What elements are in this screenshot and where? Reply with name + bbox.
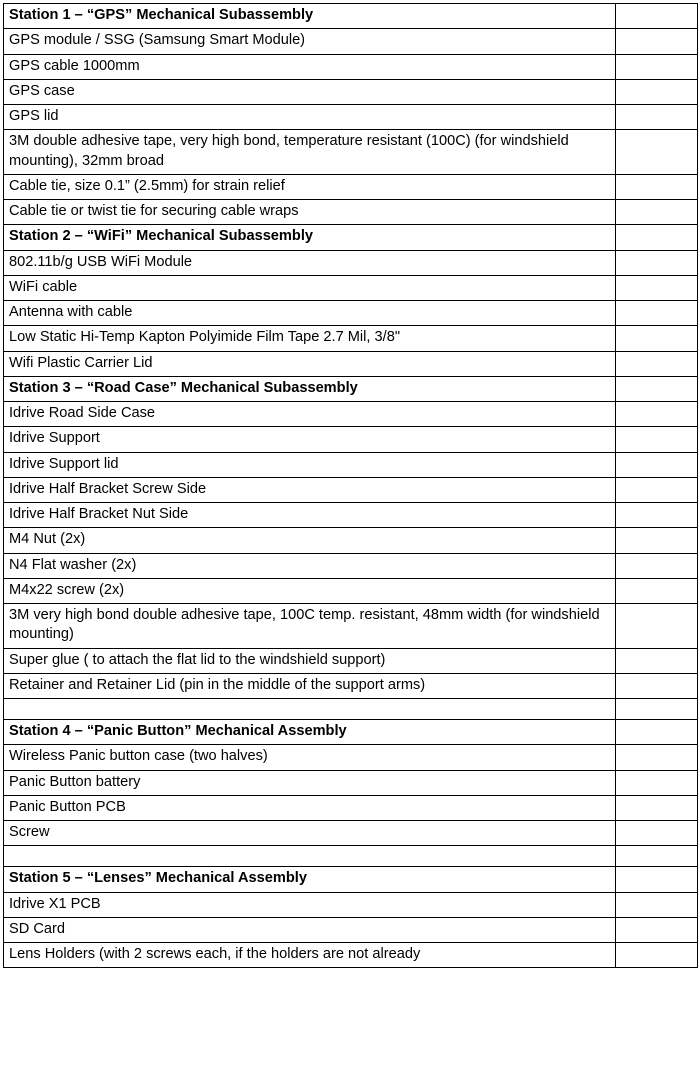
quantity-cell: [616, 326, 698, 351]
table-row: [4, 29, 698, 54]
table-row: [4, 503, 698, 528]
item-description-cell: GPS module / SSG (Samsung Smart Module): [4, 29, 616, 54]
spacer-row: [4, 699, 698, 720]
item-description-cell: Retainer and Retainer Lid (pin in the middle of the support arms): [4, 673, 616, 698]
station-title-cell: Station 5 – “Lenses” Mechanical Assembly: [4, 867, 616, 892]
table-row: [4, 130, 698, 175]
quantity-cell: [616, 477, 698, 502]
item-description-cell: M4 Nut (2x): [4, 528, 616, 553]
item-description-cell: Idrive Support lid: [4, 452, 616, 477]
quantity-cell: [616, 720, 698, 745]
table-row: [4, 892, 698, 917]
quantity-cell: [616, 301, 698, 326]
quantity-cell: [616, 427, 698, 452]
table-row: [4, 250, 698, 275]
table-row: [4, 648, 698, 673]
quantity-cell: [616, 250, 698, 275]
table-row: [4, 795, 698, 820]
item-description-cell: SD Card: [4, 917, 616, 942]
quantity-cell: [616, 604, 698, 649]
quantity-cell: [616, 503, 698, 528]
table-row: [4, 427, 698, 452]
table-row: [4, 105, 698, 130]
item-description-cell: 802.11b/g USB WiFi Module: [4, 250, 616, 275]
spacer-row: [4, 846, 698, 867]
table-row: [4, 745, 698, 770]
bill-of-materials-table: [3, 3, 698, 968]
quantity-cell: [616, 275, 698, 300]
table-row: [4, 673, 698, 698]
table-row: [4, 578, 698, 603]
station-title-cell: Station 4 – “Panic Button” Mechanical Assembly: [4, 720, 616, 745]
item-description-cell: GPS lid: [4, 105, 616, 130]
quantity-cell: [616, 4, 698, 29]
item-description-cell: Screw: [4, 821, 616, 846]
station-header-row: [4, 720, 698, 745]
quantity-cell: [616, 553, 698, 578]
quantity-cell: [616, 452, 698, 477]
item-description-cell: 3M double adhesive tape, very high bond, temperature resistant (100C) (for windshield mounting), 32mm broad: [4, 130, 616, 175]
item-description-cell: [4, 699, 616, 720]
station-header-row: [4, 867, 698, 892]
quantity-cell: [616, 225, 698, 250]
item-description-cell: Cable tie, size 0.1” (2.5mm) for strain relief: [4, 174, 616, 199]
table-row: [4, 604, 698, 649]
item-description-cell: Antenna with cable: [4, 301, 616, 326]
quantity-cell: [616, 79, 698, 104]
quantity-cell: [616, 105, 698, 130]
table-row: [4, 821, 698, 846]
quantity-cell: [616, 351, 698, 376]
document-page: [0, 3, 700, 1077]
quantity-cell: [616, 943, 698, 968]
item-description-cell: Idrive X1 PCB: [4, 892, 616, 917]
item-description-cell: Panic Button PCB: [4, 795, 616, 820]
table-row: [4, 200, 698, 225]
item-description-cell: Idrive Half Bracket Nut Side: [4, 503, 616, 528]
item-description-cell: Low Static Hi-Temp Kapton Polyimide Film Tape 2.7 Mil, 3/8": [4, 326, 616, 351]
quantity-cell: [616, 648, 698, 673]
table-row: [4, 917, 698, 942]
quantity-cell: [616, 578, 698, 603]
item-description-cell: N4 Flat washer (2x): [4, 553, 616, 578]
quantity-cell: [616, 821, 698, 846]
quantity-cell: [616, 846, 698, 867]
quantity-cell: [616, 745, 698, 770]
table-row: [4, 326, 698, 351]
table-row: [4, 79, 698, 104]
item-description-cell: GPS cable 1000mm: [4, 54, 616, 79]
item-description-cell: GPS case: [4, 79, 616, 104]
table-row: [4, 452, 698, 477]
station-header-row: [4, 225, 698, 250]
table-row: [4, 943, 698, 968]
table-row: [4, 477, 698, 502]
station-title-cell: Station 1 – “GPS” Mechanical Subassembly: [4, 4, 616, 29]
item-description-cell: Idrive Half Bracket Screw Side: [4, 477, 616, 502]
item-description-cell: Wifi Plastic Carrier Lid: [4, 351, 616, 376]
quantity-cell: [616, 376, 698, 401]
table-body: [4, 4, 698, 968]
table-row: [4, 553, 698, 578]
table-row: [4, 301, 698, 326]
quantity-cell: [616, 528, 698, 553]
item-description-cell: Panic Button battery: [4, 770, 616, 795]
station-title-cell: Station 2 – “WiFi” Mechanical Subassembly: [4, 225, 616, 250]
item-description-cell: 3M very high bond double adhesive tape, 100C temp. resistant, 48mm width (for windshield mounting): [4, 604, 616, 649]
table-row: [4, 351, 698, 376]
quantity-cell: [616, 673, 698, 698]
item-description-cell: Cable tie or twist tie for securing cable wraps: [4, 200, 616, 225]
quantity-cell: [616, 174, 698, 199]
quantity-cell: [616, 54, 698, 79]
quantity-cell: [616, 200, 698, 225]
quantity-cell: [616, 402, 698, 427]
item-description-cell: Idrive Road Side Case: [4, 402, 616, 427]
quantity-cell: [616, 892, 698, 917]
table-row: [4, 402, 698, 427]
item-description-cell: Lens Holders (with 2 screws each, if the holders are not already: [4, 943, 616, 968]
station-header-row: [4, 4, 698, 29]
table-row: [4, 54, 698, 79]
item-description-cell: [4, 846, 616, 867]
quantity-cell: [616, 699, 698, 720]
table-row: [4, 770, 698, 795]
quantity-cell: [616, 867, 698, 892]
item-description-cell: Wireless Panic button case (two halves): [4, 745, 616, 770]
table-row: [4, 528, 698, 553]
item-description-cell: Idrive Support: [4, 427, 616, 452]
item-description-cell: Super glue ( to attach the flat lid to the windshield support): [4, 648, 616, 673]
station-header-row: [4, 376, 698, 401]
quantity-cell: [616, 770, 698, 795]
table-row: [4, 174, 698, 199]
quantity-cell: [616, 917, 698, 942]
quantity-cell: [616, 795, 698, 820]
item-description-cell: WiFi cable: [4, 275, 616, 300]
table-row: [4, 275, 698, 300]
quantity-cell: [616, 130, 698, 175]
station-title-cell: Station 3 – “Road Case” Mechanical Subassembly: [4, 376, 616, 401]
quantity-cell: [616, 29, 698, 54]
item-description-cell: M4x22 screw (2x): [4, 578, 616, 603]
